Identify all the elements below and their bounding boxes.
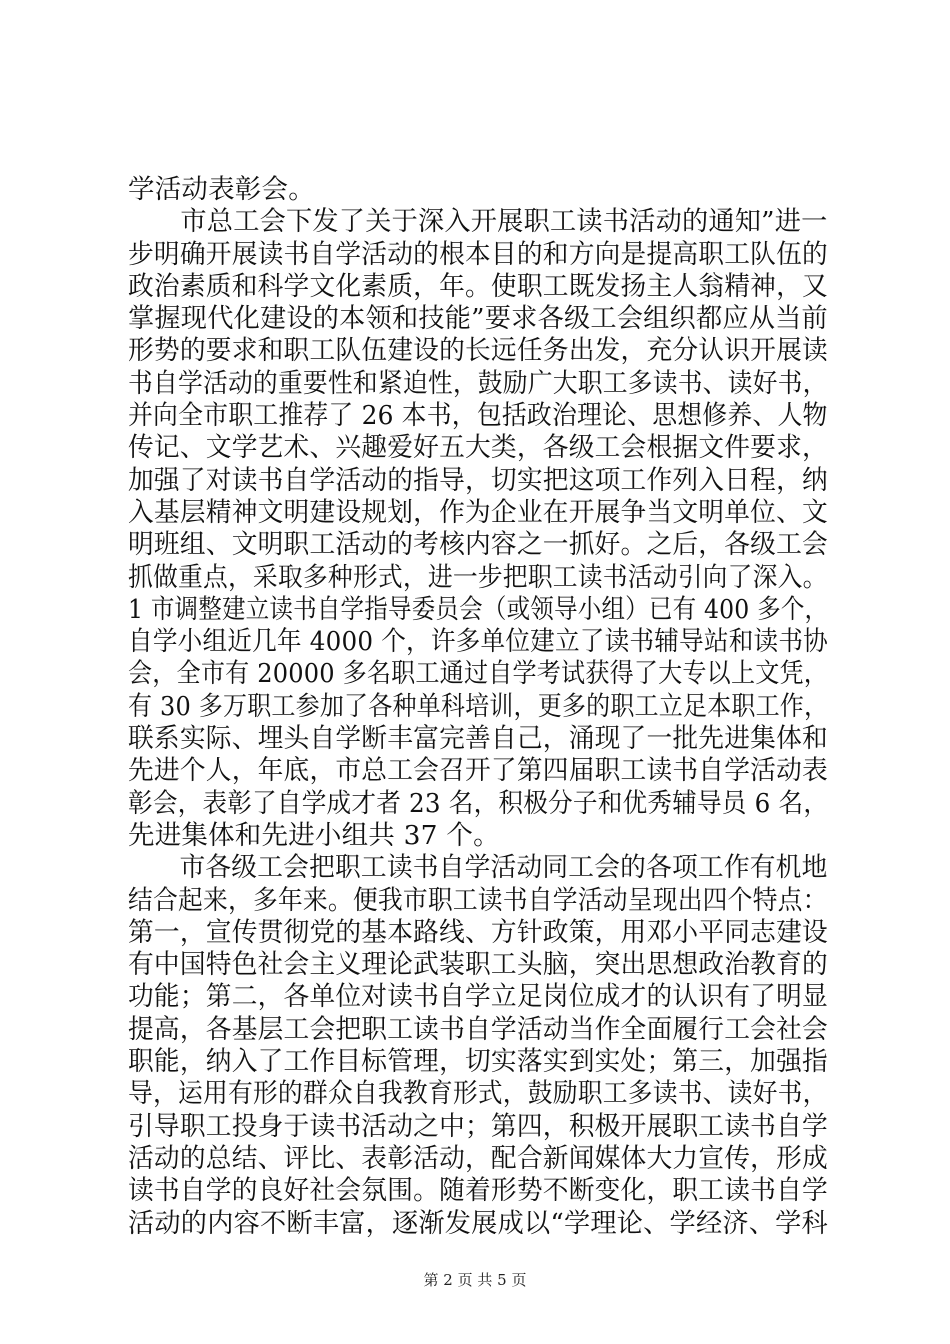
text-line: 活动的内容不断丰富，逐渐发展成以“学理论、学经济、学科: [128, 1207, 828, 1239]
text-line: 并向全市职工推荐了 26 本书，包括政治理论、思想修养、人物: [128, 400, 828, 432]
text-line: 导，运用有形的群众自我教育形式，鼓励职工多读书、读好书，: [128, 1078, 828, 1110]
text-line: 入基层精神文明建设规划，作为企业在开展争当文明单位、文: [128, 496, 828, 528]
text-line: 提高，各基层工会把职工读书自学活动当作全面履行工会社会: [128, 1013, 828, 1045]
text-line: 掌握现代化建设的本领和技能”要求各级工会组织都应从当前: [128, 303, 828, 335]
text-line: 学活动表彰会。: [128, 174, 315, 205]
body-text: [128, 174, 828, 1240]
text-line: 书自学活动的重要性和紧迫性，鼓励广大职工多读书、读好书，: [128, 367, 828, 399]
text-line: 传记、文学艺术、兴趣爱好五大类，各级工会根据文件要求，: [128, 432, 828, 464]
text-line: 活动的总结、评比、表彰活动，配合新闻媒体大力宣传，形成: [128, 1142, 828, 1174]
text-line: 彰会，表彰了自学成才者 23 名，积极分子和优秀辅导员 6 名，: [128, 787, 829, 819]
text-line: 市各级工会把职工读书自学活动同工会的各项工作有机地: [179, 852, 828, 884]
text-line: 步明确开展读书自学活动的根本目的和方向是提高职工队伍的: [128, 238, 828, 270]
text-line: 先进集体和先进小组共 37 个。: [128, 819, 500, 851]
text-line: 政治素质和科学文化素质，年。使职工既发扬主人翁精神，又: [128, 270, 828, 302]
text-line: 联系实际、埋头自学断丰富完善自己，涌现了一批先进集体和: [128, 723, 828, 755]
text-line: 自学小组近几年 4000 个，许多单位建立了读书辅导站和读书协: [128, 626, 828, 658]
text-line: 有 30 多万职工参加了各种单科培训，更多的职工立足本职工作，: [128, 690, 829, 722]
text-line: 职能，纳入了工作目标管理，切实落实到实处；第三，加强指: [128, 1046, 828, 1078]
text-line: 有中国特色社会主义理论武装职工头脑，突出思想政治教育的: [128, 949, 828, 981]
text-line: 先进个人，年底，市总工会召开了第四届职工读书自学活动表: [128, 755, 828, 787]
text-line: 明班组、文明职工活动的考核内容之一抓好。之后，各级工会: [128, 529, 828, 561]
text-line: 读书自学的良好社会氛围。随着形势不断变化，职工读书自学: [128, 1175, 828, 1207]
text-line: 功能；第二，各单位对读书自学立足岗位成才的认识有了明显: [128, 981, 828, 1013]
page-footer: 第 2 页 共 5 页: [423, 1271, 527, 1289]
text-line: 第一，宣传贯彻党的基本路线、方针政策，用邓小平同志建设: [128, 916, 828, 948]
text-line: 形势的要求和职工队伍建设的长远任务出发，充分认识开展读: [128, 335, 828, 367]
text-line: 1 市调整建立读书自学指导委员会（或领导小组）已有 400 多个，: [128, 593, 829, 625]
text-line: 抓做重点，采取多种形式，进一步把职工读书活动引向了深入。: [128, 561, 828, 593]
text-line: 引导职工投身于读书活动之中；第四，积极开展职工读书自学: [128, 1110, 828, 1142]
text-line: 结合起来，多年来。便我市职工读书自学活动呈现出四个特点：: [128, 884, 828, 916]
text-line: 市总工会下发了关于深入开展职工读书活动的通知”进一: [180, 206, 828, 238]
text-line: 加强了对读书自学活动的指导，切实把这项工作列入日程，纳: [128, 464, 828, 496]
text-line: 会，全市有 20000 多名职工通过自学考试获得了大专以上文凭，: [128, 658, 829, 690]
